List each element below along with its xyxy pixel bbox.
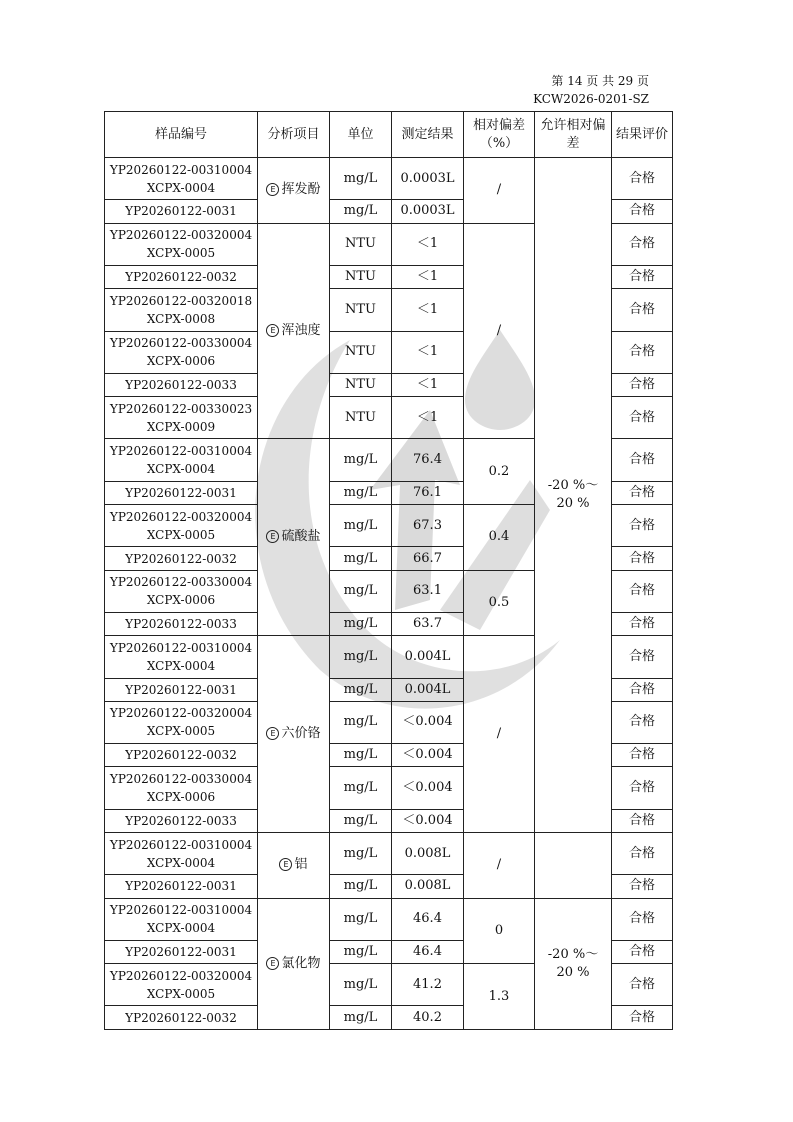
sample-id-line: XCPX-0005 — [146, 986, 216, 1001]
verdict-cell: 合格 — [612, 397, 673, 439]
analysis-item-name: 浑浊度 — [281, 323, 321, 339]
result-cell: ＜1 — [392, 265, 464, 288]
unit-cell: mg/L — [330, 809, 392, 832]
sample-id-line: YP20260122-0032 — [125, 270, 237, 285]
sample-id-line: YP20260122-00330004 — [109, 336, 253, 351]
header-item: 分析项目 — [258, 112, 330, 158]
table-header-row — [105, 112, 673, 158]
sample-id-cell — [105, 505, 258, 547]
sample-id-line: XCPX-0006 — [146, 790, 216, 805]
allowed-deviation-cell — [535, 832, 612, 898]
method-mark-icon: E — [266, 957, 279, 970]
sample-id-line: XCPX-0004 — [146, 921, 216, 936]
result-cell: 0.004L — [392, 678, 464, 701]
analysis-item-cell — [258, 898, 330, 1029]
sample-id-line: XCPX-0006 — [146, 593, 216, 608]
sample-id-line: YP20260122-0033 — [125, 617, 237, 632]
header-rel-dev: 相对偏差（%） — [464, 112, 535, 158]
sample-id-cell — [105, 678, 258, 701]
sample-id-line: XCPX-0005 — [146, 724, 216, 739]
result-cell: ＜0.004 — [392, 767, 464, 809]
result-cell: 0.0003L — [392, 200, 464, 223]
page-number: 第 14 页 共 29 页 — [551, 74, 649, 88]
verdict-cell: 合格 — [612, 964, 673, 1006]
method-mark-icon: E — [279, 858, 292, 871]
verdict-cell: 合格 — [612, 875, 673, 898]
unit-cell: mg/L — [330, 158, 392, 200]
sample-id-line: YP20260122-0032 — [125, 748, 237, 763]
verdict-cell: 合格 — [612, 331, 673, 373]
verdict-cell: 合格 — [612, 439, 673, 481]
unit-cell: mg/L — [330, 832, 392, 874]
sample-id-cell — [105, 1006, 258, 1030]
verdict-cell: 合格 — [612, 158, 673, 200]
relative-deviation-cell: 0.2 — [464, 439, 535, 505]
result-cell: ＜0.004 — [392, 701, 464, 743]
report-number: KCW2026-0201-SZ — [533, 92, 649, 106]
unit-cell: NTU — [330, 331, 392, 373]
sample-id-cell — [105, 898, 258, 940]
result-cell: 41.2 — [392, 964, 464, 1006]
sample-id-line: YP20260122-00310004 — [109, 837, 253, 852]
relative-deviation-cell: / — [464, 158, 535, 224]
verdict-cell: 合格 — [612, 701, 673, 743]
result-cell: 0.008L — [392, 875, 464, 898]
sample-id-cell — [105, 832, 258, 874]
unit-cell: NTU — [330, 265, 392, 288]
result-cell: 76.1 — [392, 481, 464, 504]
analysis-item-cell — [258, 832, 330, 898]
unit-cell: mg/L — [330, 940, 392, 963]
sample-id-line: YP20260122-00310004 — [109, 444, 253, 459]
header-unit: 单位 — [330, 112, 392, 158]
sample-id-cell — [105, 289, 258, 331]
sample-id-cell — [105, 331, 258, 373]
verdict-cell: 合格 — [612, 940, 673, 963]
sample-id-line: YP20260122-00320004 — [109, 509, 253, 524]
unit-cell: mg/L — [330, 678, 392, 701]
sample-id-line: XCPX-0008 — [146, 311, 216, 326]
verdict-cell: 合格 — [612, 265, 673, 288]
sample-id-line: YP20260122-00310004 — [109, 903, 253, 918]
sample-id-cell — [105, 701, 258, 743]
unit-cell: mg/L — [330, 744, 392, 767]
sample-id-line: XCPX-0004 — [146, 658, 216, 673]
result-cell: 76.4 — [392, 439, 464, 481]
result-cell: 46.4 — [392, 898, 464, 940]
result-cell: 66.7 — [392, 547, 464, 570]
header-sample: 样品编号 — [105, 112, 258, 158]
sample-id-line: YP20260122-00320004 — [109, 228, 253, 243]
verdict-cell: 合格 — [612, 613, 673, 636]
result-cell: 46.4 — [392, 940, 464, 963]
unit-cell: mg/L — [330, 875, 392, 898]
sample-id-cell — [105, 223, 258, 265]
sample-id-line: YP20260122-00310004 — [109, 162, 253, 177]
unit-cell: mg/L — [330, 505, 392, 547]
allowed-deviation-cell: -20 %～20 % — [535, 898, 612, 1029]
verdict-cell: 合格 — [612, 570, 673, 612]
verdict-cell: 合格 — [612, 1006, 673, 1030]
sample-id-line: YP20260122-0033 — [125, 813, 237, 828]
relative-deviation-cell: 0.5 — [464, 570, 535, 636]
result-cell: 0.004L — [392, 636, 464, 678]
page-header — [533, 72, 649, 108]
relative-deviation-cell: 0.4 — [464, 505, 535, 571]
analysis-item-cell — [258, 636, 330, 833]
unit-cell: mg/L — [330, 439, 392, 481]
unit-cell: mg/L — [330, 701, 392, 743]
verdict-cell: 合格 — [612, 898, 673, 940]
sample-id-cell — [105, 613, 258, 636]
verdict-cell: 合格 — [612, 223, 673, 265]
verdict-cell: 合格 — [612, 481, 673, 504]
sample-id-cell — [105, 875, 258, 898]
sample-id-cell — [105, 158, 258, 200]
result-cell: ＜1 — [392, 223, 464, 265]
sample-id-line: XCPX-0005 — [146, 246, 216, 261]
verdict-cell: 合格 — [612, 744, 673, 767]
relative-deviation-cell: / — [464, 636, 535, 833]
sample-id-line: XCPX-0004 — [146, 462, 216, 477]
sample-id-line: YP20260122-00310004 — [109, 640, 253, 655]
unit-cell: NTU — [330, 223, 392, 265]
unit-cell: mg/L — [330, 964, 392, 1006]
verdict-cell: 合格 — [612, 373, 673, 396]
method-mark-icon: E — [266, 324, 279, 337]
sample-id-line: YP20260122-0031 — [125, 945, 237, 959]
analysis-item-cell — [258, 158, 330, 224]
unit-cell: NTU — [330, 289, 392, 331]
analysis-item-name: 铝 — [294, 857, 308, 873]
result-cell: ＜1 — [392, 397, 464, 439]
table-row — [105, 832, 673, 874]
unit-cell: mg/L — [330, 570, 392, 612]
sample-id-cell — [105, 200, 258, 223]
sample-id-line: XCPX-0006 — [146, 354, 216, 369]
results-table — [104, 111, 673, 1030]
result-cell: 63.1 — [392, 570, 464, 612]
sample-id-line: YP20260122-00320004 — [109, 706, 253, 721]
result-cell: ＜1 — [392, 289, 464, 331]
sample-id-cell — [105, 964, 258, 1006]
sample-id-cell — [105, 744, 258, 767]
verdict-cell: 合格 — [612, 636, 673, 678]
header-verdict: 结果评价 — [612, 112, 673, 158]
sample-id-cell — [105, 809, 258, 832]
unit-cell: mg/L — [330, 636, 392, 678]
verdict-cell: 合格 — [612, 547, 673, 570]
unit-cell: NTU — [330, 373, 392, 396]
result-cell: 40.2 — [392, 1006, 464, 1030]
unit-cell: mg/L — [330, 481, 392, 504]
analysis-item-name: 挥发酚 — [281, 182, 321, 198]
sample-id-cell — [105, 265, 258, 288]
verdict-cell: 合格 — [612, 289, 673, 331]
result-cell: 63.7 — [392, 613, 464, 636]
analysis-item-name: 氯化物 — [281, 955, 321, 971]
result-cell: ＜0.004 — [392, 744, 464, 767]
sample-id-line: YP20260122-00330004 — [109, 575, 253, 590]
verdict-cell: 合格 — [612, 809, 673, 832]
sample-id-cell — [105, 397, 258, 439]
analysis-item-name: 六价铬 — [281, 726, 321, 742]
unit-cell: mg/L — [330, 767, 392, 809]
sample-id-cell — [105, 636, 258, 678]
unit-cell: NTU — [330, 397, 392, 439]
relative-deviation-cell: 1.3 — [464, 964, 535, 1030]
sample-id-cell — [105, 767, 258, 809]
unit-cell: mg/L — [330, 1006, 392, 1030]
sample-id-cell — [105, 547, 258, 570]
method-mark-icon: E — [266, 727, 279, 740]
unit-cell: mg/L — [330, 200, 392, 223]
verdict-cell: 合格 — [612, 767, 673, 809]
sample-id-line: YP20260122-0031 — [125, 879, 237, 894]
analysis-item-name: 硫酸盐 — [281, 529, 321, 545]
result-cell: 0.0003L — [392, 158, 464, 200]
verdict-cell: 合格 — [612, 832, 673, 874]
sample-id-line: YP20260122-0032 — [125, 1010, 237, 1025]
relative-deviation-cell: 0 — [464, 898, 535, 964]
allowed-deviation-cell: -20 %～20 % — [535, 158, 612, 833]
verdict-cell: 合格 — [612, 678, 673, 701]
sample-id-line: XCPX-0004 — [146, 855, 216, 870]
sample-id-line: YP20260122-00330023 — [109, 401, 253, 416]
sample-id-line: YP20260122-0033 — [125, 378, 237, 392]
table-row — [105, 158, 673, 200]
sample-id-line: YP20260122-0031 — [125, 204, 237, 219]
unit-cell: mg/L — [330, 898, 392, 940]
sample-id-line: YP20260122-00330004 — [109, 772, 253, 787]
header-result: 测定结果 — [392, 112, 464, 158]
sample-id-line: XCPX-0005 — [146, 527, 216, 542]
verdict-cell: 合格 — [612, 505, 673, 547]
sample-id-cell — [105, 481, 258, 504]
sample-id-line: YP20260122-00320004 — [109, 968, 253, 983]
sample-id-line: YP20260122-00320018 — [109, 293, 253, 308]
sample-id-cell — [105, 439, 258, 481]
header-allowed: 允许相对偏差 — [535, 112, 612, 158]
sample-id-line: XCPX-0004 — [146, 180, 216, 195]
sample-id-line: YP20260122-0031 — [125, 485, 237, 500]
sample-id-line: YP20260122-0031 — [125, 682, 237, 697]
result-cell: ＜1 — [392, 331, 464, 373]
result-cell: 0.008L — [392, 832, 464, 874]
result-cell: ＜1 — [392, 373, 464, 396]
sample-id-line: XCPX-0009 — [146, 419, 216, 434]
sample-id-cell — [105, 373, 258, 396]
table-row — [105, 898, 673, 940]
method-mark-icon: E — [266, 530, 279, 543]
method-mark-icon: E — [266, 183, 279, 196]
verdict-cell: 合格 — [612, 200, 673, 223]
sample-id-cell — [105, 940, 258, 963]
result-cell: 67.3 — [392, 505, 464, 547]
relative-deviation-cell: / — [464, 223, 535, 439]
unit-cell: mg/L — [330, 547, 392, 570]
unit-cell: mg/L — [330, 613, 392, 636]
sample-id-cell — [105, 570, 258, 612]
result-cell: ＜0.004 — [392, 809, 464, 832]
analysis-item-cell — [258, 223, 330, 439]
analysis-item-cell — [258, 439, 330, 636]
relative-deviation-cell: / — [464, 832, 535, 898]
sample-id-line: YP20260122-0032 — [125, 551, 237, 566]
